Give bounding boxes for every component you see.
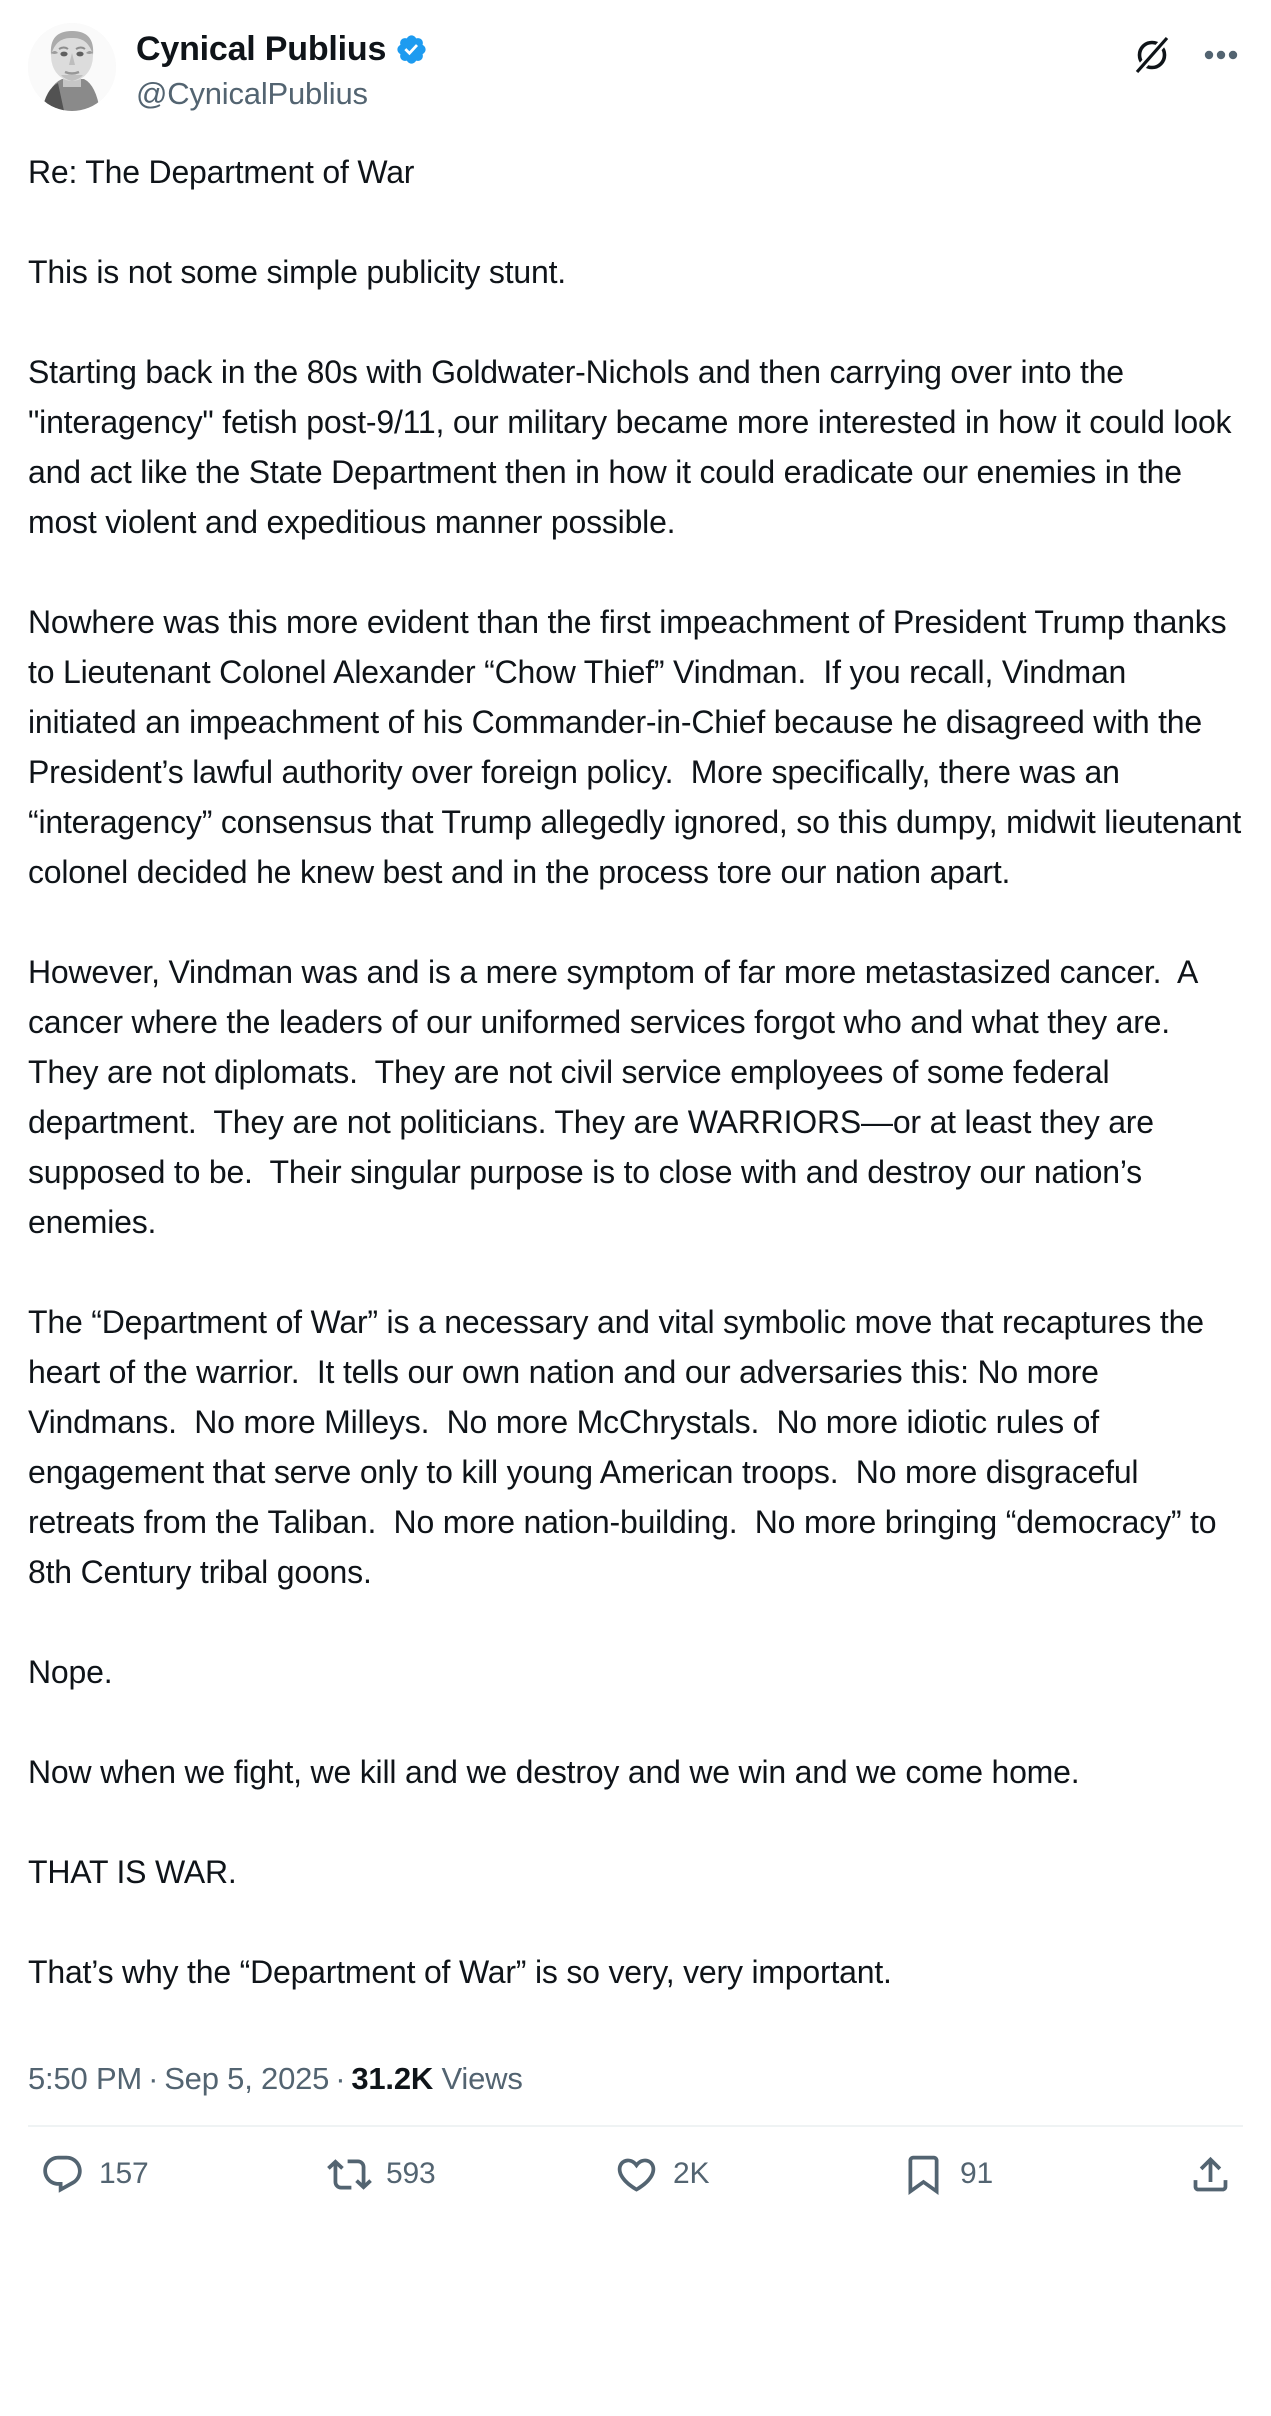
tweet-paragraph: This is not some simple publicity stunt. xyxy=(28,254,566,291)
action-bar xyxy=(28,2127,1243,2221)
tweet-paragraph: However, Vindman was and is a mere symptom of far more metastasized cancer. A cancer where the leaders of our uniformed services forgot who and what they are. They are not diplomats. They are not civil service employees of some federal department. They are not politicians. They are WARRIORS—or at least they are supposed to be. Their singular purpose is to close with and destroy our nation’s enemies. xyxy=(28,954,1206,1241)
tweet-paragraph: Nowhere was this more evident than the first impeachment of President Trump thanks to Lieutenant Colonel Alexander “Chow Thief” Vindman. If you recall, Vindman initiated an impeachment of his Commander-in-Chief because he disagreed with the President’s lawful authority over foreign policy. More specifically, there was an “interagency” consensus that Trump allegedly ignored, so this dumpy, midwit lieutenant colonel decided he knew best and in the process tore our nation apart. xyxy=(28,604,1250,891)
like-button[interactable] xyxy=(614,2152,764,2197)
repost-count: 593 xyxy=(386,2157,436,2191)
header-actions xyxy=(1131,23,1243,77)
tweet-text xyxy=(28,147,1250,1997)
views-count: 31.2K xyxy=(351,2061,434,2097)
grok-icon[interactable] xyxy=(1131,34,1173,76)
meta-separator: · xyxy=(148,2061,159,2097)
tweet-paragraph: That’s why the “Department of War” is so very, very important. xyxy=(28,1954,892,1991)
tweet-paragraph: Now when we fight, we kill and we destroy and we win and we come home. xyxy=(28,1754,1080,1791)
tweet-paragraph: Nope. xyxy=(28,1654,113,1691)
user-handle[interactable]: @CynicalPublius xyxy=(136,76,368,112)
reply-count: 157 xyxy=(99,2157,149,2191)
reply-icon xyxy=(40,2152,85,2197)
views-label: Views xyxy=(441,2061,523,2097)
bookmark-button[interactable] xyxy=(901,2152,1051,2197)
timestamp-date: Sep 5, 2025 xyxy=(164,2061,330,2097)
like-count: 2K xyxy=(673,2157,710,2191)
tweet-paragraph: Re: The Department of War xyxy=(28,154,415,191)
tweet-meta xyxy=(28,2059,1243,2099)
bookmark-icon xyxy=(901,2152,946,2197)
avatar[interactable] xyxy=(28,23,116,111)
bookmark-count: 91 xyxy=(960,2157,993,2191)
tweet-paragraph: THAT IS WAR. xyxy=(28,1854,237,1891)
repost-button[interactable] xyxy=(327,2152,477,2197)
tweet-header xyxy=(28,0,1243,111)
share-button[interactable] xyxy=(1188,2152,1233,2197)
timestamp-time: 5:50 PM xyxy=(28,2061,143,2097)
reply-button[interactable] xyxy=(40,2152,190,2197)
verified-badge-icon xyxy=(395,33,428,66)
like-icon xyxy=(614,2152,659,2197)
display-name[interactable]: Cynical Publius xyxy=(136,30,387,68)
meta-separator: · xyxy=(335,2061,346,2097)
tweet-paragraph: Starting back in the 80s with Goldwater-Nichols and then carrying over into the "interagency" fetish post-9/11, our military became more interested in how it could look and act like the State Department then in how it could eradicate our enemies in the most violent and expeditious manner possible. xyxy=(28,354,1241,541)
repost-icon xyxy=(327,2152,372,2197)
share-icon xyxy=(1188,2152,1233,2197)
tweet-paragraph: The “Department of War” is a necessary and vital symbolic move that recaptures the heart of the warrior. It tells our own nation and our adversaries this: No more Vindmans. No more Milleys. No more McChrystals. No more idiotic rules of engagement that serve only to kill young American troops. No more disgraceful retreats from the Taliban. No more nation-building. No more bringing “democracy” to 8th Century tribal goons. xyxy=(28,1304,1226,1591)
marble-bust-image xyxy=(28,23,116,111)
more-icon[interactable] xyxy=(1199,33,1243,77)
name-block xyxy=(136,23,428,111)
